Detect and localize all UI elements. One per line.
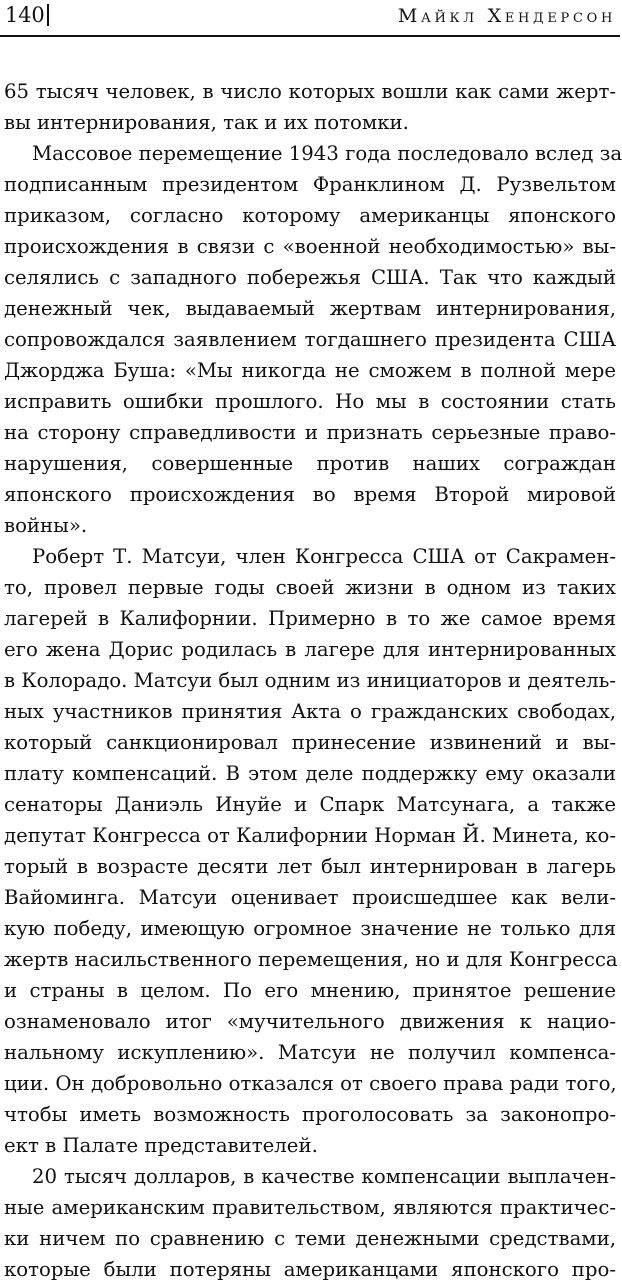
text-line: ознаменовало итог «мучительного движения к нацио- xyxy=(4,1010,616,1033)
text-line: ных участников принятия Акта о гражданских свободах, xyxy=(4,700,616,723)
text-line: жертв насильственного перемещения, но и для Конгресса xyxy=(4,948,618,971)
text-line: ные американским правительством, являются практичес- xyxy=(4,1196,616,1219)
text-line: его жена Дорис родилась в лагере для интернированных xyxy=(4,638,616,661)
text-line: который санкционировал принесение извинений и вы- xyxy=(4,731,616,754)
text-line: происхождения в связи с «военной необходимостью» вы- xyxy=(4,235,616,258)
text-line: 65 тысяч человек, в число которых вошли как сами жерт- xyxy=(4,80,616,103)
text-line: и страны в целом. По его мнению, принятое решение xyxy=(4,979,616,1002)
header-rule xyxy=(0,35,620,37)
text-line: вы интернирования, так и их потомки. xyxy=(4,111,409,134)
text-line: в Колорадо. Матсуи был одним из инициаторов и деятель- xyxy=(4,669,617,692)
text-line: которые были потеряны американцами японского про- xyxy=(4,1258,616,1281)
text-line: 20 тысяч долларов, в качестве компенсации выплачен- xyxy=(32,1165,616,1188)
text-line: плату компенсаций. В этом деле поддержку ему оказали xyxy=(4,762,616,785)
text-line: японского происхождения во время Второй мировой xyxy=(4,483,616,506)
text-line: лагерей в Калифорнии. Примерно в то же самое время xyxy=(4,607,616,630)
text-line: торый в возрасте десяти лет был интернирован в лагерь xyxy=(4,855,616,878)
body-text xyxy=(4,76,622,1285)
text-line: то, провел первые годы своей жизни в одном из таких xyxy=(4,576,616,599)
page-number: 140 xyxy=(5,4,49,26)
text-line: подписанным президентом Франклином Д. Рузвельтом xyxy=(4,173,616,196)
text-line: Роберт Т. Матсуи, член Конгресса США от Сакрамен- xyxy=(32,545,616,568)
text-line: Вайоминга. Матсуи оценивает происшедшее как вели- xyxy=(4,886,616,909)
running-title: Майкл Хендерсон xyxy=(397,5,616,27)
running-header xyxy=(0,0,620,40)
text-line: на сторону справедливости и признать серьезные право- xyxy=(4,421,616,444)
text-line: денежный чек, выдаваемый жертвам интернирования, xyxy=(4,297,616,320)
text-line: Массовое перемещение 1943 года последовало вслед за xyxy=(32,142,622,165)
text-line: сопровождался заявлением тогдашнего президента США xyxy=(4,328,616,351)
text-line: кую победу, имеющую огромное значение не только для xyxy=(4,917,616,940)
text-line: депутат Конгресса от Калифорнии Норман Й. Минета, ко- xyxy=(4,824,616,847)
text-line: ки ничем по сравнению с теми денежными средствами, xyxy=(4,1227,616,1250)
text-line: исправить ошибки прошлого. Но мы в состоянии стать xyxy=(4,390,616,413)
text-line: нарушения, совершенные против наших сограждан xyxy=(4,452,616,475)
text-line: чтобы иметь возможность проголосовать за законопро- xyxy=(4,1103,616,1126)
text-line: селялись с западного побережья США. Так что каждый xyxy=(4,266,616,289)
text-line: ект в Палате представителей. xyxy=(4,1134,318,1157)
text-line: приказом, согласно которому американцы японского xyxy=(4,204,616,227)
text-line: войны». xyxy=(4,514,88,537)
text-line: ции. Он добровольно отказался от своего права ради того, xyxy=(4,1072,617,1095)
text-line: сенаторы Даниэль Инуйе и Спарк Матсунага, а также xyxy=(4,793,616,816)
text-line: нальному искуплению». Матсуи не получил компенса- xyxy=(4,1041,616,1064)
text-line: Джорджа Буша: «Мы никогда не сможем в полной мере xyxy=(4,359,616,382)
